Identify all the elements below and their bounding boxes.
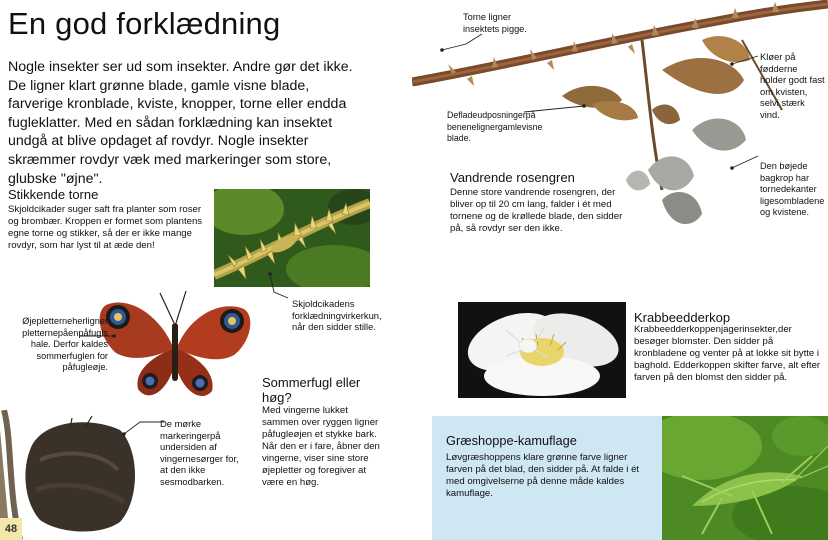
grasshopper-heading: Græshoppe-kamuflage xyxy=(446,433,577,448)
butterfly-text: Med vingerne lukket sammen over ryggen ligner påfugleøjen et stykke bark. Når den er i fare, åbner den vingerne, viser sine store øjepletter og foregiver at være en høg. xyxy=(262,405,380,488)
crab-spider-photo xyxy=(458,302,626,398)
claws-leader-line xyxy=(728,50,762,70)
spider-heading: Krabbeedderkop xyxy=(634,310,731,325)
claws-caption: Kløer på fødderne holder godt fast om kvisten, selvi stærk vind. xyxy=(760,51,825,120)
thorn-caption: Torne ligner insektets pigge. xyxy=(463,12,527,34)
abdomen-caption: Den bøjede bagkrop har tornedekanter ligesombladene og kvistene. xyxy=(760,161,825,217)
intro-text: Nogle insekter ser ud som insekter. Andre gør det ikke. De ligner klart grønne blade, gamle visne blade, farverige kronblade, kviste, knopper, torne eller endda fugleklatter. Med en sådan forklædning kan insektet undgå at blive opdaget af rovdyr. Nogle insekter skræmmer rovdyr væk med markeringer som store, glubske "øjne". xyxy=(8,59,353,187)
thorns-text: Skjoldcikader suger saft fra planter som roser og brombær. Kroppen er formet som plantens egne torne og stikker, så der er ikke mange rovdyr, som har lyst til at æde den! xyxy=(8,204,203,251)
abdomen-leader-line xyxy=(728,150,762,172)
grasshopper-text: Løvgræshoppens klare grønne farve ligner farven på det blad, den sidder på. At falde i ét med omgivelserne på denne måde kaldes kamuflage. xyxy=(446,452,640,499)
leaf-lobes-caption: Defladeudposningerpå benenelignergamlevisne blade. xyxy=(447,110,543,143)
grasshopper-photo xyxy=(662,416,828,540)
page-number: 48 xyxy=(0,518,22,540)
butterfly-heading: Sommerfugl eller høg? xyxy=(262,375,361,405)
peacock-butterfly-photo xyxy=(90,287,260,407)
eyespots-caption: Øjepletterneherligner pletternepåenpåfugls hale. Derfor kaldes sommerfuglen for påfugleøje. xyxy=(22,316,108,372)
rose-text: Denne store vandrende rosengren, der bliver op til 20 cm lang, falder i ét med tornene og de krøllede blade, den sidder på, så rovdyr ser den ikke. xyxy=(450,187,623,234)
page-title: En god forklædning xyxy=(8,6,281,41)
underside-caption: De mørke markeringerpå undersiden af vingernesørger for, at den ikke sesmodbarken. xyxy=(160,418,239,487)
treehopper-caption: Skjoldcikadens forklædningvirkerkun, når den sidder stille. xyxy=(292,298,382,332)
rose-heading: Vandrende rosengren xyxy=(450,170,575,185)
spider-text: Krabbeedderkoppenjagerinsekter,der besøger blomster. Den sidder på kronbladene og venter på at lokke sit bytte i baghold. Edderkoppen skifter farve, alt efter farven på den blomst den sidder på. xyxy=(634,324,821,383)
thorn-leader-line xyxy=(436,32,486,54)
thorns-heading: Stikkende torne xyxy=(8,187,99,202)
